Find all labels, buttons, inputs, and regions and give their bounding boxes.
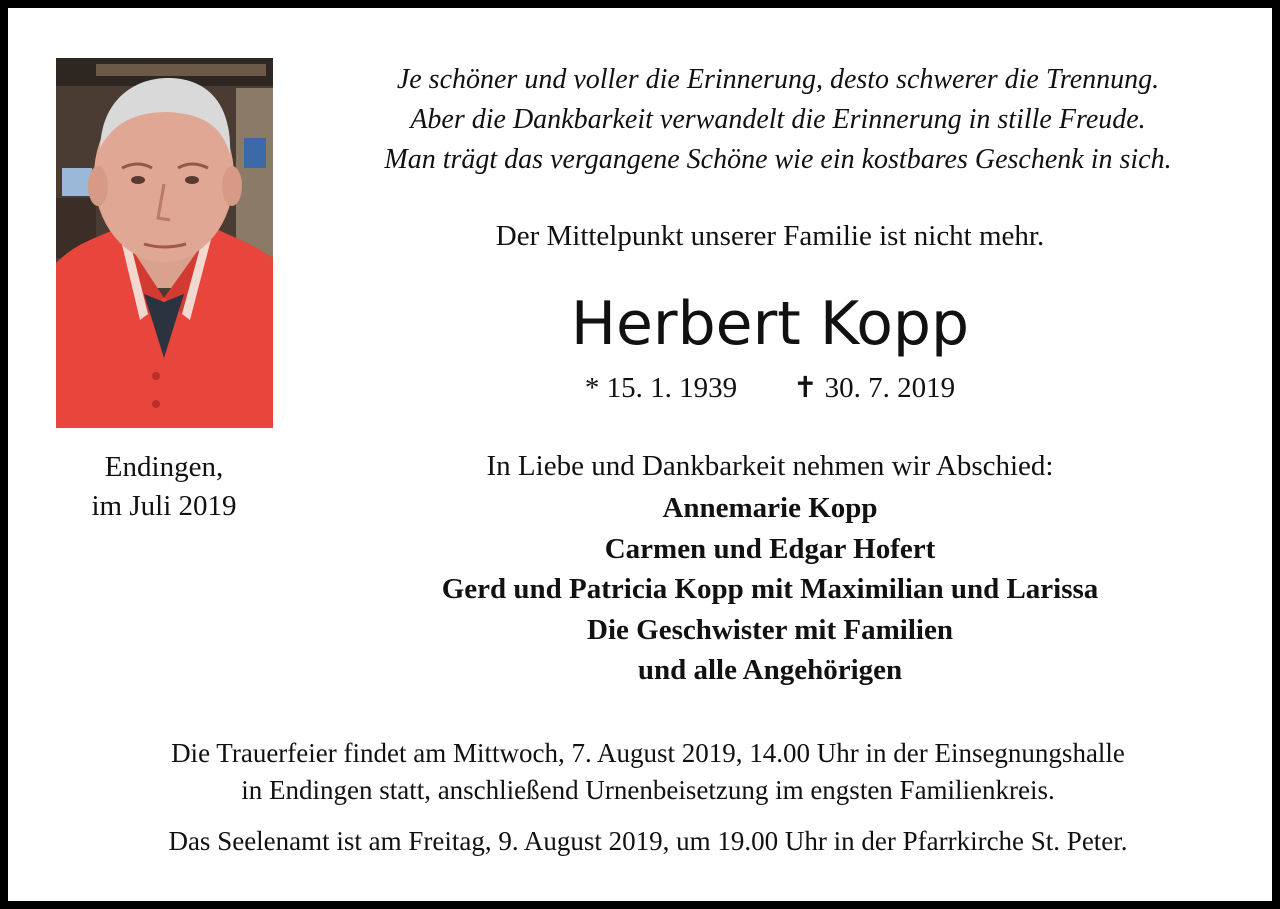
- memorial-quote: [308, 60, 1248, 180]
- place-line: Endingen,: [104, 451, 224, 483]
- farewell-text: In Liebe und Dankbarkeit nehmen wir Abschied:: [486, 450, 1054, 482]
- quote-line-1: Je schöner und voller die Erinnerung, desto schwerer die Trennung.: [396, 64, 1160, 95]
- quote-line-3: Man trägt das vergangene Schöne wie ein kostbares Geschenk in sich.: [384, 144, 1172, 175]
- date-line: im Juli 2019: [91, 490, 237, 522]
- mourner-line: Die Geschwister mit Familien: [587, 613, 953, 646]
- mourner-line: Gerd und Patricia Kopp mit Maximilian und Larissa: [441, 573, 1099, 605]
- requiem-mass-info: Das Seelenamt ist am Freitag, 9. August 2019, um 19.00 Uhr in der Pfarrkirche St. Peter.: [168, 826, 1128, 856]
- birth-date: * 15. 1. 1939: [584, 372, 738, 404]
- death-date: ✝ 30. 7. 2019: [793, 372, 956, 404]
- portrait-photo-icon: [56, 58, 273, 428]
- mourner-line: Annemarie Kopp: [662, 492, 878, 524]
- service-line-2: in Endingen statt, anschließend Urnenbeisetzung im engsten Familienkreis.: [241, 775, 1055, 805]
- service-line-1: Die Trauerfeier findet am Mittwoch, 7. August 2019, 14.00 Uhr in der Einsegnungshalle: [171, 738, 1125, 768]
- mourners-list: [308, 488, 1232, 691]
- intro-text: Der Mittelpunkt unserer Familie ist nicht mehr.: [495, 220, 1045, 252]
- place-and-date: [48, 448, 280, 526]
- deceased-name: Herbert Kopp: [570, 289, 970, 359]
- mourner-line: Carmen und Edgar Hofert: [604, 532, 936, 565]
- funeral-service-info: [38, 735, 1258, 809]
- life-dates: [308, 368, 1232, 408]
- mourner-line: und alle Angehörigen: [637, 654, 903, 686]
- quote-line-2: Aber die Dankbarkeit verwandelt die Erinnerung in stille Freude.: [410, 104, 1146, 135]
